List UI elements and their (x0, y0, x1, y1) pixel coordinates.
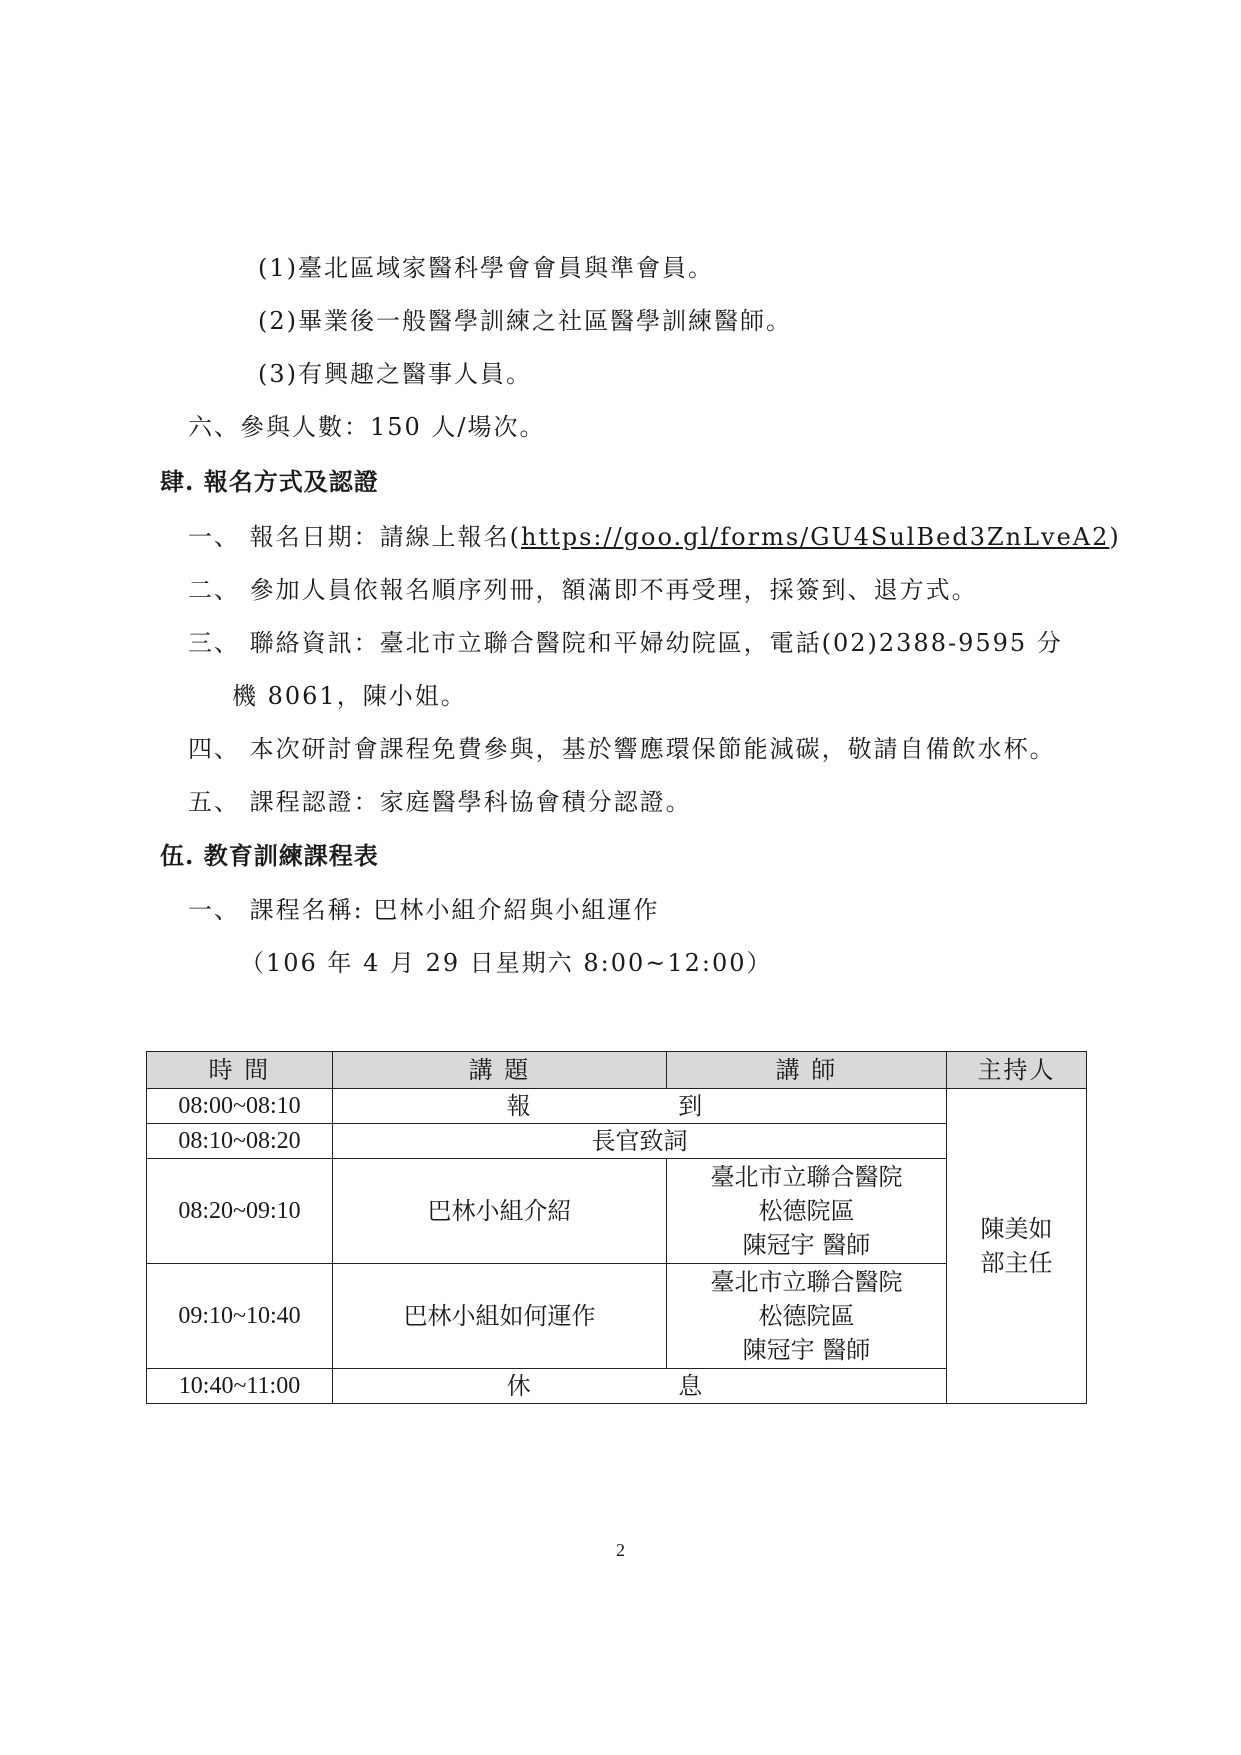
row-merged: 休 息 (333, 1369, 947, 1404)
table-row (147, 1159, 1087, 1264)
registration-date-suffix: ) (1109, 523, 1121, 551)
eligibility-item-2: (2)畢業後一般醫學訓練之社區醫學訓練醫師。 (258, 307, 792, 335)
registration-rule: 二、 參加人員依報名順序列冊，額滿即不再受理，採簽到、退方式。 (188, 576, 978, 604)
row-time: 09:10~10:40 (147, 1264, 333, 1369)
registration-date (188, 521, 1121, 553)
speaker-org: 臺北市立聯合醫院 (710, 1268, 903, 1296)
speaker-branch: 松德院區 (758, 1302, 855, 1330)
participant-count: 六、參與人數：150 人/場次。 (188, 413, 546, 441)
row-topic: 巴林小組介紹 (333, 1159, 667, 1264)
section-heading-schedule: 伍. 教育訓練課程表 (160, 841, 379, 870)
speaker-branch: 松德院區 (758, 1197, 855, 1225)
contact-info-continued: 機 8061，陳小姐。 (232, 682, 467, 710)
registration-link[interactable]: https://goo.gl/forms/GU4SulBed3ZnLveA2 (521, 523, 1110, 551)
speaker-name: 陳冠宇 醫師 (742, 1231, 871, 1259)
header-topic: 講 題 (333, 1052, 667, 1089)
registration-date-label: 一、 報名日期：請線上報名( (188, 523, 521, 551)
header-time: 時 間 (147, 1052, 333, 1089)
host-cell (947, 1089, 1087, 1404)
schedule-table (146, 1051, 1087, 1404)
row-time: 08:10~08:20 (147, 1124, 333, 1159)
table-row (147, 1124, 1087, 1159)
row-time: 10:40~11:00 (147, 1369, 333, 1404)
header-host: 主持人 (947, 1052, 1087, 1089)
speaker-name: 陳冠宇 醫師 (742, 1336, 871, 1364)
course-name: 一、 課程名稱: 巴林小組介紹與小組運作 (188, 896, 660, 924)
table-row (147, 1264, 1087, 1369)
row-speaker (667, 1264, 947, 1369)
section-heading-registration: 肆. 報名方式及認證 (160, 467, 379, 496)
course-certification: 五、 課程認證：家庭醫學科協會積分認證。 (188, 788, 692, 816)
host-title: 部主任 (980, 1249, 1053, 1277)
row-merged: 長官致詞 (333, 1124, 947, 1159)
table-row (147, 1369, 1087, 1404)
row-time: 08:00~08:10 (147, 1089, 333, 1124)
page-number: 2 (616, 1540, 625, 1560)
eligibility-item-1: (1)臺北區域家醫科學會會員與準會員。 (258, 254, 714, 282)
row-topic: 巴林小組如何運作 (333, 1264, 667, 1369)
eligibility-item-3: (3)有興趣之醫事人員。 (258, 360, 532, 388)
row-speaker (667, 1159, 947, 1264)
row-merged: 報 到 (333, 1089, 947, 1124)
table-header-row (147, 1052, 1087, 1089)
speaker-org: 臺北市立聯合醫院 (710, 1163, 903, 1191)
contact-info: 三、 聯絡資訊：臺北市立聯合醫院和平婦幼院區，電話(02)2388-9595 分 (188, 629, 1063, 657)
host-name: 陳美如 (980, 1215, 1053, 1243)
course-date: （106 年 4 月 29 日星期六 8:00~12:00） (240, 949, 773, 977)
row-time: 08:20~09:10 (147, 1159, 333, 1264)
table-row (147, 1089, 1087, 1124)
eco-notice: 四、 本次研討會課程免費參與，基於響應環保節能減碳，敬請自備飲水杯。 (188, 735, 1056, 763)
header-speaker: 講 師 (667, 1052, 947, 1089)
